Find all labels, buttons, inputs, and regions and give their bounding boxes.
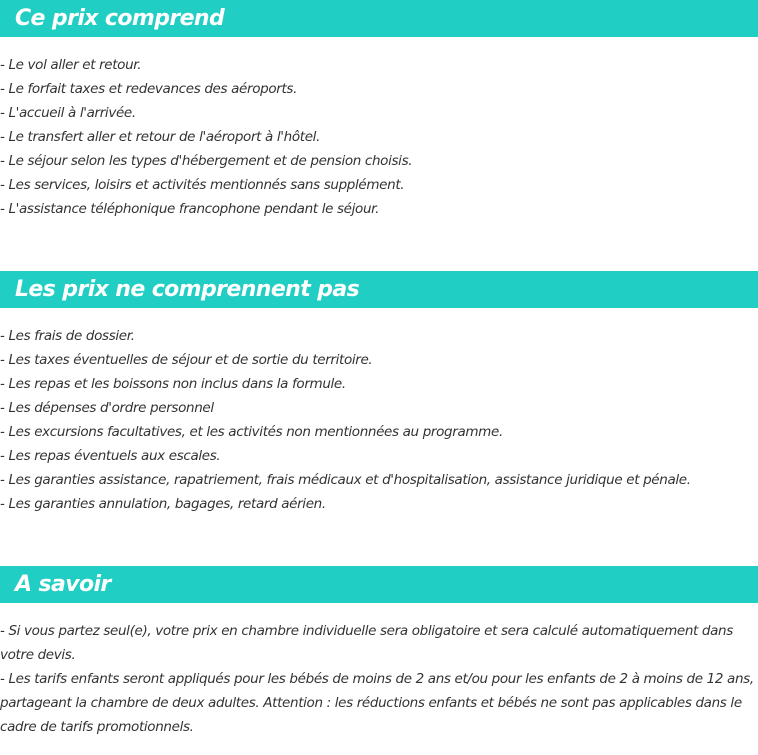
list-item: - Le séjour selon les types d'hébergement et de pension choisis. <box>0 153 413 169</box>
section-title: A savoir <box>15 572 111 597</box>
section-header-included <box>0 0 758 37</box>
list-item: - Les services, loisirs et activités mentionnés sans supplément. <box>0 177 405 193</box>
list-item: - Les dépenses d'ordre personnel <box>0 400 214 416</box>
list-item: - L'assistance téléphonique francophone pendant le séjour. <box>0 201 380 217</box>
section-title: Les prix ne comprennent pas <box>15 277 360 302</box>
list-item: - Si vous partez seul(e), votre prix en chambre individuelle sera obligatoire et sera calculé automatiquement dans votre devis. <box>0 623 733 663</box>
list-item: - Le forfait taxes et redevances des aéroports. <box>0 81 298 97</box>
section-title: Ce prix comprend <box>15 6 225 31</box>
list-item: - Les frais de dossier. <box>0 328 135 344</box>
not-included-list <box>0 324 758 516</box>
good-to-know-list <box>0 619 758 739</box>
section-header-not-included <box>0 271 758 308</box>
list-item: - Les tarifs enfants seront appliqués pour les bébés de moins de 2 ans et/ou pour les enfants de 2 à moins de 12 ans, partageant la chambre de deux adultes. Attention : les réductions enfants et bébés ne sont pas applicables dans le cadre de tarifs promotionnels. <box>0 671 754 735</box>
list-item: - Les repas et les boissons non inclus dans la formule. <box>0 376 346 392</box>
list-item: - Le vol aller et retour. <box>0 57 142 73</box>
list-item: - Le transfert aller et retour de l'aéroport à l'hôtel. <box>0 129 321 145</box>
section-header-good-to-know <box>0 566 758 603</box>
list-item: - Les repas éventuels aux escales. <box>0 448 221 464</box>
list-item: - Les taxes éventuelles de séjour et de sortie du territoire. <box>0 352 373 368</box>
list-item: - Les garanties annulation, bagages, retard aérien. <box>0 496 326 512</box>
list-item: - Les garanties assistance, rapatriement, frais médicaux et d'hospitalisation, assistance juridique et pénale. <box>0 472 691 488</box>
included-list <box>0 53 758 221</box>
list-item: - L'accueil à l'arrivée. <box>0 105 136 121</box>
list-item: - Les excursions facultatives, et les activités non mentionnées au programme. <box>0 424 503 440</box>
